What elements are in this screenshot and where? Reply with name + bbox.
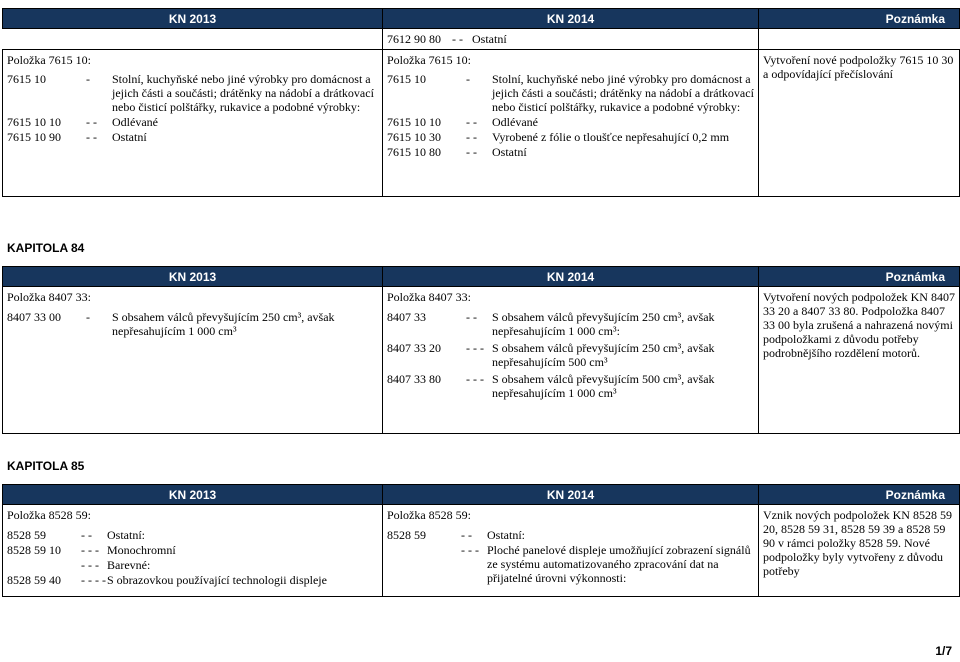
item-code: 8528 59 [7, 528, 46, 542]
header-kn2014: KN 2014 [383, 9, 759, 29]
s1-right [383, 50, 759, 197]
item-text: Ostatní [492, 145, 527, 159]
s1-note [759, 50, 960, 197]
s1-right-title: Položka 7615 10: [387, 53, 471, 67]
item-text: S obrazovkou používající technologii displeje [107, 573, 327, 587]
item-code: 7615 10 30 [387, 130, 441, 144]
header-note: Poznámka [759, 267, 960, 287]
item-dash: - - [466, 115, 477, 129]
item-row [7, 72, 378, 114]
item-dash: - [86, 72, 90, 86]
chapter-85: KAPITOLA 85 [7, 459, 85, 473]
s3-left-title: Položka 8528 59: [7, 508, 91, 522]
s3-note-text: Vznik nových podpoložek KN 8528 59 20, 8528 59 31, 8528 59 39 a 8528 59 90 v rámci položky 8528 59. Nové podpoložky byly vytvořeny z důvodu potřeby [763, 508, 952, 578]
table-header [3, 9, 960, 29]
item-row [7, 130, 378, 144]
item-text: Ostatní: [487, 528, 525, 542]
item-text: Barevné: [107, 558, 151, 572]
header-kn2014: KN 2014 [383, 267, 759, 287]
table-8407 [2, 266, 960, 434]
item-text: S obsahem válců převyšujícím 250 cm³, avšak nepřesahujícím 1 000 cm³: [492, 310, 715, 338]
item-text: Odlévané [492, 115, 538, 129]
item-code: 8528 59 40 [7, 573, 61, 587]
item-row [7, 310, 378, 338]
item-row [387, 130, 754, 144]
item-dash: - - [466, 130, 477, 144]
item-text: Stolní, kuchyňské nebo jiné výrobky pro domácnost a jejich části a součásti; drátěnky na nádobí a drátkovací nebo čisticí polštářky, rukavice a podobné výrobky: [492, 72, 754, 114]
item-dash: - - [86, 115, 97, 129]
table-header [3, 485, 960, 505]
s2-right [383, 287, 759, 434]
item-row [387, 372, 754, 400]
item-code: 7615 10 10 [7, 115, 61, 129]
item-text: Vyrobené z fólie o tloušťce nepřesahující 0,2 mm [492, 130, 730, 144]
item-dash: - - [461, 528, 472, 542]
s2-right-title: Položka 8407 33: [387, 290, 471, 304]
item-code: 8407 33 00 [7, 310, 61, 324]
page-number: 1/7 [935, 644, 952, 658]
item-row [387, 145, 754, 159]
item-code: 7615 10 10 [387, 115, 441, 129]
header-kn2014: KN 2014 [383, 485, 759, 505]
s3-right [383, 505, 759, 597]
s3-note [759, 505, 960, 597]
item-row [7, 558, 378, 572]
item-row [387, 115, 754, 129]
item-code: 8528 59 10 [7, 543, 61, 557]
item-code: 8407 33 [387, 310, 426, 324]
item-text: Stolní, kuchyňské nebo jiné výrobky pro domácnost a jejich části a součásti; drátěnky na nádobí a drátkovací nebo čisticí polštářky, rukavice a podobné výrobky: [112, 72, 374, 114]
item-code: 7615 10 [7, 72, 46, 86]
table-header [3, 267, 960, 287]
s3-left [3, 505, 383, 597]
item-dash: - - - [461, 543, 479, 557]
s2-note [759, 287, 960, 434]
item-code: 8407 33 20 [387, 341, 441, 355]
item-row [387, 310, 754, 338]
item-code: 7615 10 80 [387, 145, 441, 159]
item-row [7, 573, 378, 587]
top-text: Ostatní [472, 32, 507, 46]
item-code [387, 543, 457, 585]
item-dash: - [86, 310, 90, 324]
header-note: Poznámka [759, 485, 960, 505]
item-row [7, 528, 378, 542]
item-code: 8528 59 [387, 528, 426, 542]
item-text: S obsahem válců převyšujícím 250 cm³, avšak nepřesahujícím 1 000 cm³ [112, 310, 335, 338]
item-dash: - - [466, 145, 477, 159]
item-row [387, 72, 754, 114]
s2-left-title: Položka 8407 33: [7, 290, 91, 304]
header-kn2013: KN 2013 [3, 9, 383, 29]
item-dash: - [466, 72, 470, 86]
item-dash: - - - [81, 543, 99, 557]
chapter-84: KAPITOLA 84 [7, 241, 85, 255]
item-row [387, 543, 754, 585]
s2-note-text: Vytvoření nových podpoložek KN 8407 33 20 a 8407 33 80. Podpoložka 8407 33 00 byla zrušená a nahrazená novými podpoložkami z důvodu potřeby podrobnějšího rozdělení motorů. [763, 290, 955, 360]
item-code: 8407 33 80 [387, 372, 441, 386]
header-kn2013: KN 2013 [3, 267, 383, 287]
header-kn2013: KN 2013 [3, 485, 383, 505]
item-dash: - - [86, 130, 97, 144]
item-dash: - - [81, 528, 92, 542]
item-dash: - - - - [81, 573, 106, 587]
item-text: Ploché panelové displeje umožňující zobrazení signálů ze systému automatizovaného zpracování dat na přijatelné úrovni výkonnosti: [487, 543, 751, 585]
item-text: Ostatní [112, 130, 147, 144]
item-row [7, 115, 378, 129]
item-code [7, 558, 77, 572]
s2-left [3, 287, 383, 434]
header-note: Poznámka [759, 9, 960, 29]
table-7615 [2, 8, 960, 197]
s1-left [3, 50, 383, 197]
top-row [383, 29, 759, 50]
item-text: S obsahem válců převyšujícím 250 cm³, avšak nepřesahujícím 500 cm³ [492, 341, 715, 369]
item-row [387, 341, 754, 369]
item-row [387, 528, 754, 542]
item-dash: - - - [466, 341, 484, 355]
item-text: Monochromní [107, 543, 176, 557]
item-dash: - - - [81, 558, 99, 572]
item-dash: - - [466, 310, 477, 324]
item-row [7, 543, 378, 557]
item-text: Ostatní: [107, 528, 145, 542]
table-8528 [2, 484, 960, 597]
s1-note-text: Vytvoření nové podpoložky 7615 10 30 a odpovídající přečíslování [763, 53, 954, 81]
s3-right-title: Položka 8528 59: [387, 508, 471, 522]
item-code: 7615 10 [387, 72, 426, 86]
top-dash: - - [452, 32, 463, 46]
item-text: S obsahem válců převyšujícím 500 cm³, avšak nepřesahujícím 1 000 cm³ [492, 372, 715, 400]
item-text: Odlévané [112, 115, 158, 129]
item-code: 7615 10 90 [7, 130, 61, 144]
top-code: 7612 90 80 [387, 32, 441, 46]
item-dash: - - - [466, 372, 484, 386]
s1-left-title: Položka 7615 10: [7, 53, 91, 67]
